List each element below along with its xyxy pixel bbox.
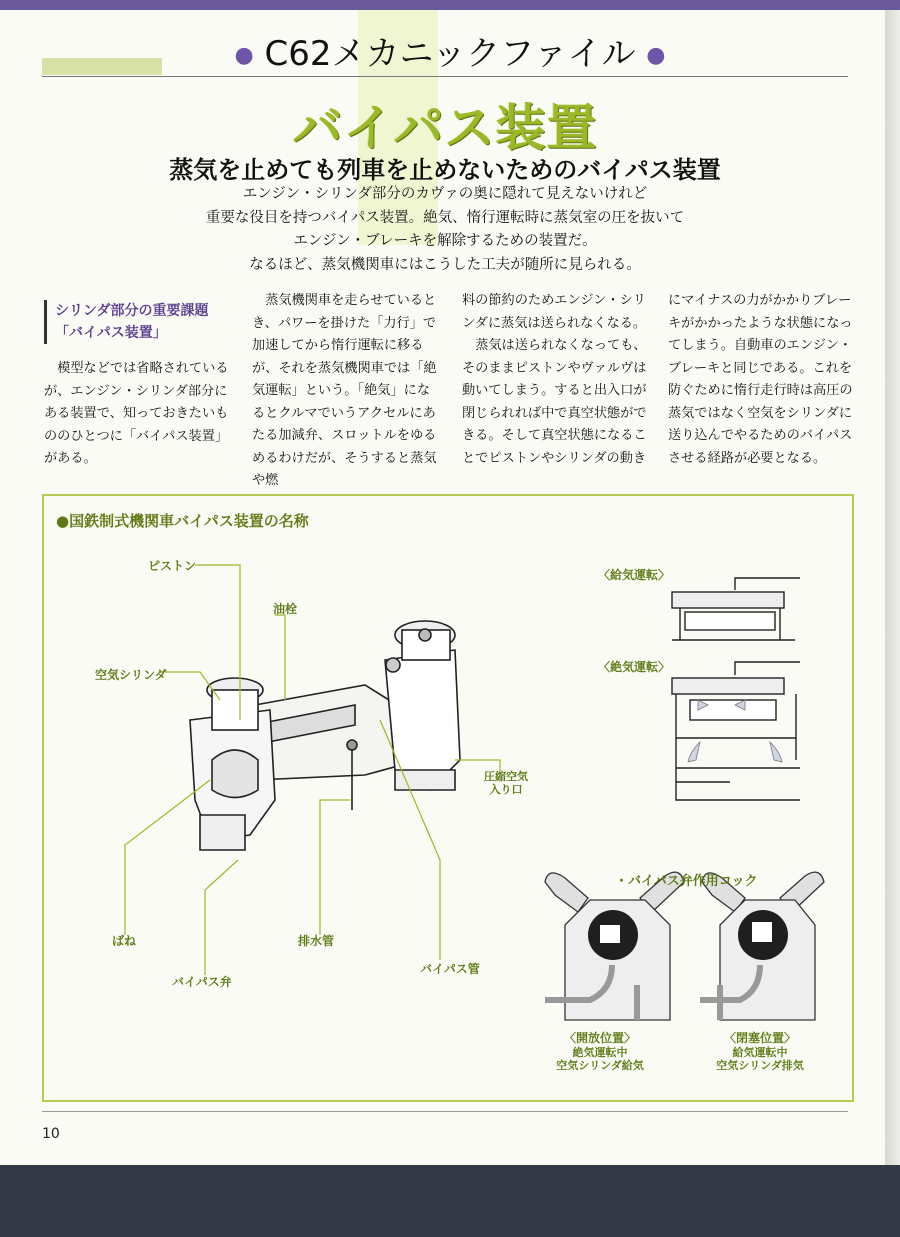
- cock-title: ・バイパス弁作用コック: [615, 874, 758, 889]
- lead-line: 重要な役目を持つバイパス装置。絶気、惰行運転時に蒸気室の圧を抜いて: [205, 209, 685, 226]
- bullet-icon: ●: [234, 43, 254, 68]
- caption-line: 空気シリンダ給気: [556, 1059, 644, 1072]
- caption-line: 絶気運転中: [572, 1046, 628, 1059]
- caption-title: 〈閉塞位置〉: [723, 1031, 796, 1045]
- label-drain-pipe: 排水管: [298, 934, 335, 948]
- page-number: 10: [42, 1126, 60, 1142]
- lead-line: なるほど、蒸気機関車にはこうした工夫が随所に見られる。: [249, 256, 641, 273]
- label-spring: ばね: [112, 934, 137, 948]
- caption-line: 給気運転中: [732, 1046, 788, 1059]
- body-text: 模型などでは省略されているが、エンジン・シリンダ部分にある装置で、知っておきたいもののひとつに「バイパス装置」がある。: [44, 361, 229, 466]
- label-bypass-pipe: バイパス管: [420, 962, 480, 976]
- caption-title: 〈開放位置〉: [563, 1031, 636, 1045]
- footer-rule: [42, 1111, 848, 1112]
- cock-closed-drawing: [700, 872, 824, 1020]
- article-subtitle: 蒸気を止めても列車を止めないためのバイパス装置: [169, 156, 721, 184]
- label-bypass-valve: バイパス弁: [172, 975, 232, 989]
- article-title: バイパス装置: [292, 99, 598, 157]
- body-text: にマイナスの力がかかりブレーキがかかったような状態になってしまう。自動車のエンジン・ブレーキと同じである。これを防ぐために惰行走行時は高圧の蒸気ではなく空気をシリンダに送り込んでやるためのバイパスさせる経路が必要となる。: [668, 293, 853, 466]
- inset-drift-title: 〈絶気運転〉: [598, 660, 671, 674]
- lead-line: エンジン・シリンダ部分のカヴァの奥に隠れて見えないけれど: [242, 186, 648, 202]
- label-piston: ピストン: [148, 559, 197, 573]
- cock-closed-caption: [705, 1030, 815, 1072]
- label-oil-plug: 油栓: [273, 602, 298, 616]
- series-title-text: C62メカニックファイル: [264, 34, 636, 74]
- caption-line: 空気シリンダ排気: [716, 1059, 804, 1072]
- inset-supply-drawing: [672, 578, 800, 640]
- inset-supply-title: 〈給気運転〉: [598, 568, 671, 582]
- cock-open-caption: [545, 1030, 655, 1072]
- label-line: 入り口: [489, 783, 523, 796]
- section-heading-line: シリンダ部分の重要課題: [55, 303, 209, 319]
- body-text: 蒸気は送られなくなっても、そのままピストンやヴァルヴは動いてしまう。すると出入口が閉じられれば中で真空状態ができる。そして真空状態になることでピストンやシリンダの動き: [462, 338, 647, 466]
- label-air-cylinder: 空気シリンダ: [95, 668, 167, 682]
- scan-background: [0, 1165, 900, 1237]
- section-heading-line: 「バイパス装置」: [55, 325, 167, 341]
- main-assembly-drawing: [190, 621, 460, 850]
- cock-open-drawing: [545, 872, 684, 1020]
- figure-title: ●国鉄制式機関車バイパス装置の名称: [56, 512, 309, 530]
- inset-drift-drawing: [672, 662, 800, 800]
- label-compressed-air: [478, 770, 534, 796]
- body-text: 料の節約のためエンジン・シリンダに蒸気は送られなくなる。: [462, 293, 647, 331]
- bullet-icon: ●: [646, 43, 666, 68]
- body-text: 蒸気機関車を走らせているとき、パワーを掛けた「力行」で加速してから惰行運転に移るが、それを蒸気機関車では「絶気運転」という。「絶気」になるとクルマでいうアクセルにあたる加減弁、スロットルをゆるめるわけだが、そうすると蒸気や燃: [252, 293, 437, 488]
- label-line: 圧縮空気: [484, 770, 528, 783]
- lead-line: エンジン・ブレーキを解除するための装置だ。: [293, 233, 597, 249]
